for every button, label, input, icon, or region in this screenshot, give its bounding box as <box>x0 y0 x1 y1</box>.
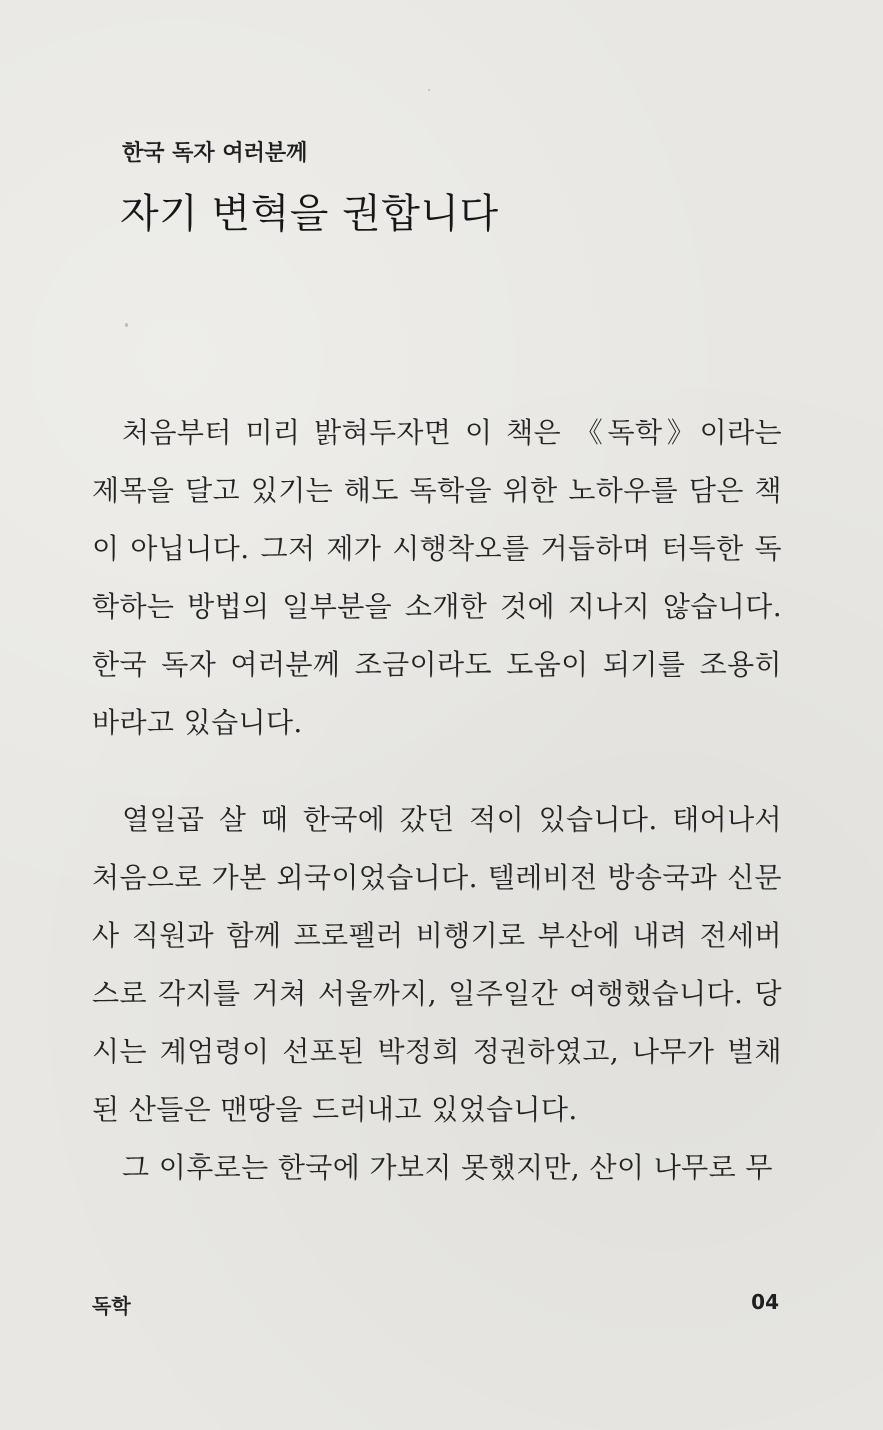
body-section-2 <box>92 791 782 1197</box>
page-title: 자기 변혁을 권합니다 <box>120 191 499 237</box>
paragraph: 처음부터 미리 밝혀두자면 이 책은 《독학》이라는 제목을 달고 있기는 해도 독학을 위한 노하우를 담은 책이 아닙니다. 그저 제가 시행착오를 거듭하며 터득한 독학하는 방법의 일부분을 소개한 것에 지나지 않습니다. 한국 독자 여러분께 조금이라도 도움이 되기를 조용히 바라고 있습니다. <box>92 416 782 739</box>
running-footer-title: 독학 <box>92 1294 131 1318</box>
scan-speck <box>428 89 430 91</box>
page-number: 04 <box>751 1290 779 1314</box>
section-eyebrow: 한국 독자 여러분께 <box>122 141 308 166</box>
scan-speck <box>125 323 128 327</box>
body-section-1 <box>92 404 782 752</box>
paragraph: 그 이후로는 한국에 가보지 못했지만, 산이 나무로 무 <box>122 1151 773 1184</box>
paragraph: 열일곱 살 때 한국에 갔던 적이 있습니다. 태어나서 처음으로 가본 외국이었습니다. 텔레비전 방송국과 신문사 직원과 함께 프로펠러 비행기로 부산에 내려 전세버스로 각지를 거쳐 서울까지, 일주일간 여행했습니다. 당시는 계엄령이 선포된 박정희 정권하였고, 나무가 벌채된 산들은 맨땅을 드러내고 있었습니다. <box>92 803 782 1126</box>
